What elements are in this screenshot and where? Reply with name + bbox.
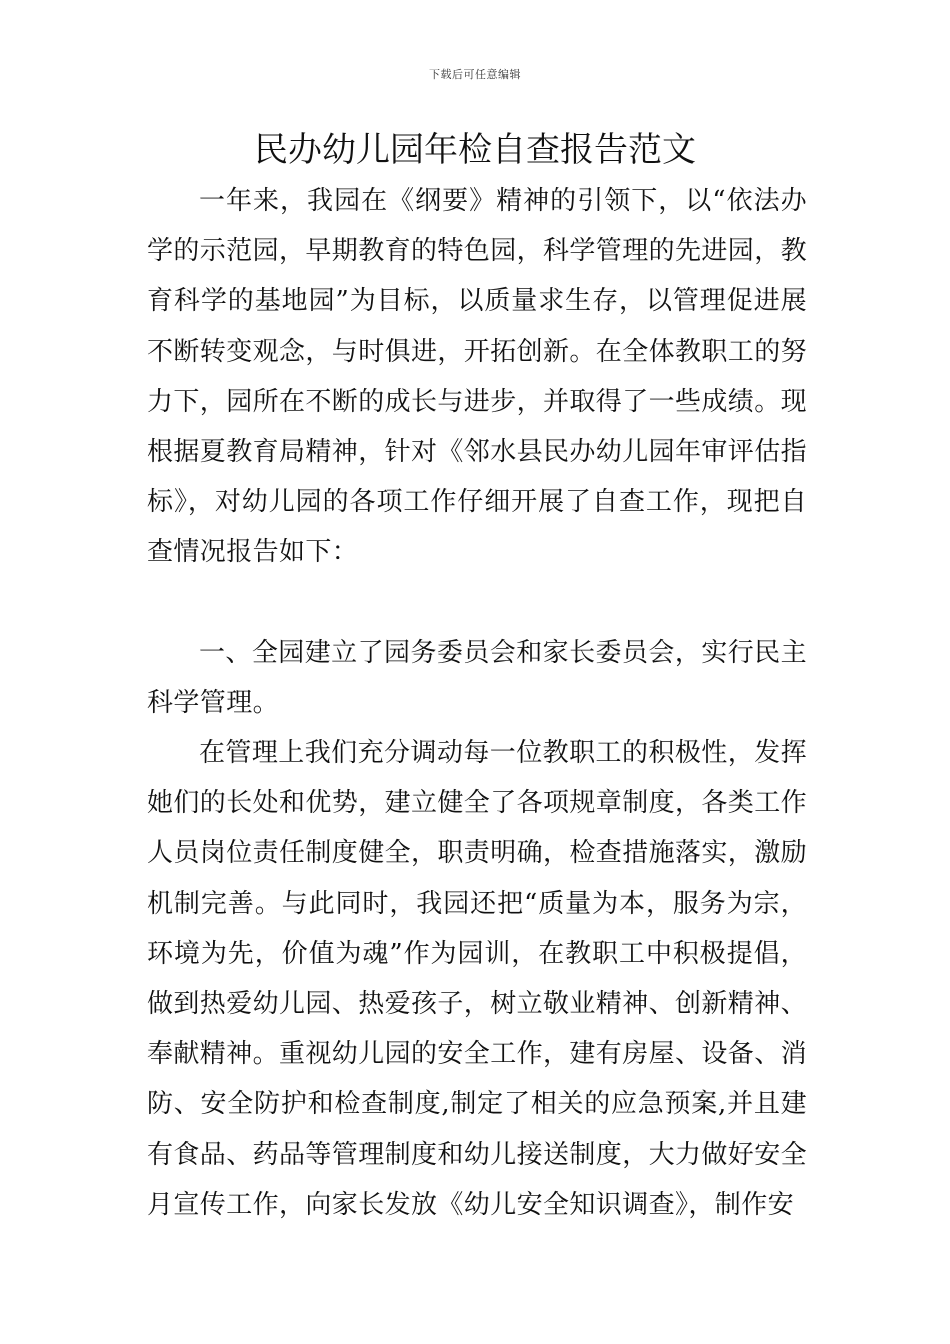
paragraph-intro: 一年来，我园在《纲要》精神的引领下，以“依法办学的示范园，早期教育的特色园，科学管理的先进园，教育科学的基地园”为目标，以质量求生存，以管理促进展不断转变观念，与时俱进，开拓创新。在全体教职工的努力下，园所在不断的成长与进步，并取得了一些成绩。现根据夏教育局精神，针对《邻水县民办幼儿园年审评估指标》，对幼儿园的各项工作仔细开展了自查工作，现把自查情况报告如下：	[147, 186, 808, 568]
document-title: 民办幼儿园年检自查报告范文	[254, 130, 696, 170]
paragraph-gap	[147, 578, 807, 628]
header-note: 下载后可任意编辑	[429, 68, 521, 81]
document-body	[147, 176, 807, 1230]
paragraph-management: 在管理上我们充分调动每一位教职工的积极性，发挥她们的长处和优势，建立健全了各项规章制度，各类工作人员岗位责任制度健全，职责明确，检查措施落实，激励机制完善。与此同时，我园还把“质量为本，服务为宗，环境为先，价值为魂”作为园训，在教职工中积极提倡，做到热爱幼儿园、热爱孩子，树立敬业精神、创新精神、奉献精神。重视幼儿园的安全工作，建有房屋、设备、消防、安全防护和检查制度,制定了相关的应急预案,并且建有食品、药品等管理制度和幼儿接送制度，大力做好安全月宣传工作，向家长发放《幼儿安全知识调查》，制作安	[147, 738, 808, 1220]
section-heading-1: 一、全园建立了园务委员会和家长委员会，实行民主科学管理。	[147, 637, 807, 718]
